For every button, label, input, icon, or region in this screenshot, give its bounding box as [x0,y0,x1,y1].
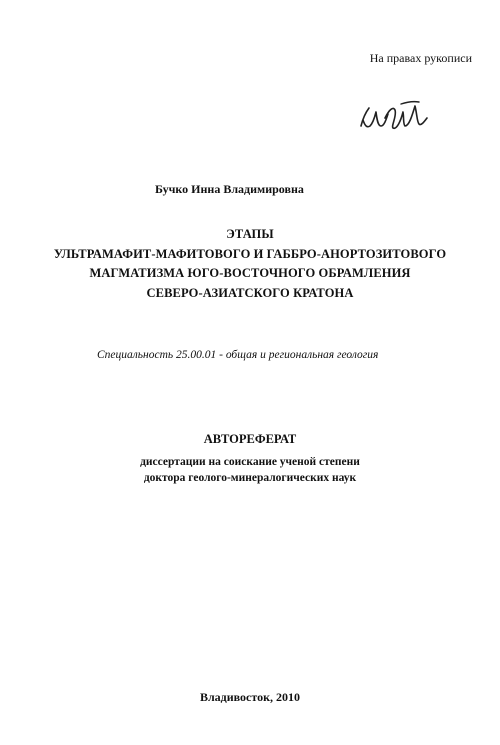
title-line: СЕВЕРО-АЗИАТСКОГО КРАТОНА [146,285,354,300]
title-line: УЛЬТРАМАФИТ-МАФИТОВОГО И ГАББРО-АНОРТОЗИТОВОГО [53,246,447,261]
place-year: Владивосток, 2010 [199,690,301,704]
author-name: Бучко Инна Владимировна [155,182,304,196]
title-line: МАГМАТИЗМА ЮГО-ВОСТОЧНОГО ОБРАМЛЕНИЯ [89,266,411,280]
specialty-line: Специальность 25.00.01 - общая и региональная геология [97,349,379,361]
title-line: ЭТАПЫ [226,227,274,241]
abstract-heading: АВТОРЕФЕРАТ [203,432,297,446]
rights-note: На правах рукописи [369,51,472,65]
abstract-sub-line: диссертации на соискание ученой степени [140,456,360,468]
signature-icon [357,96,429,136]
abstract-subtitle [0,455,500,486]
abstract-sub-line: доктора геолого-минералогических наук [143,471,357,484]
dissertation-title [0,225,500,303]
